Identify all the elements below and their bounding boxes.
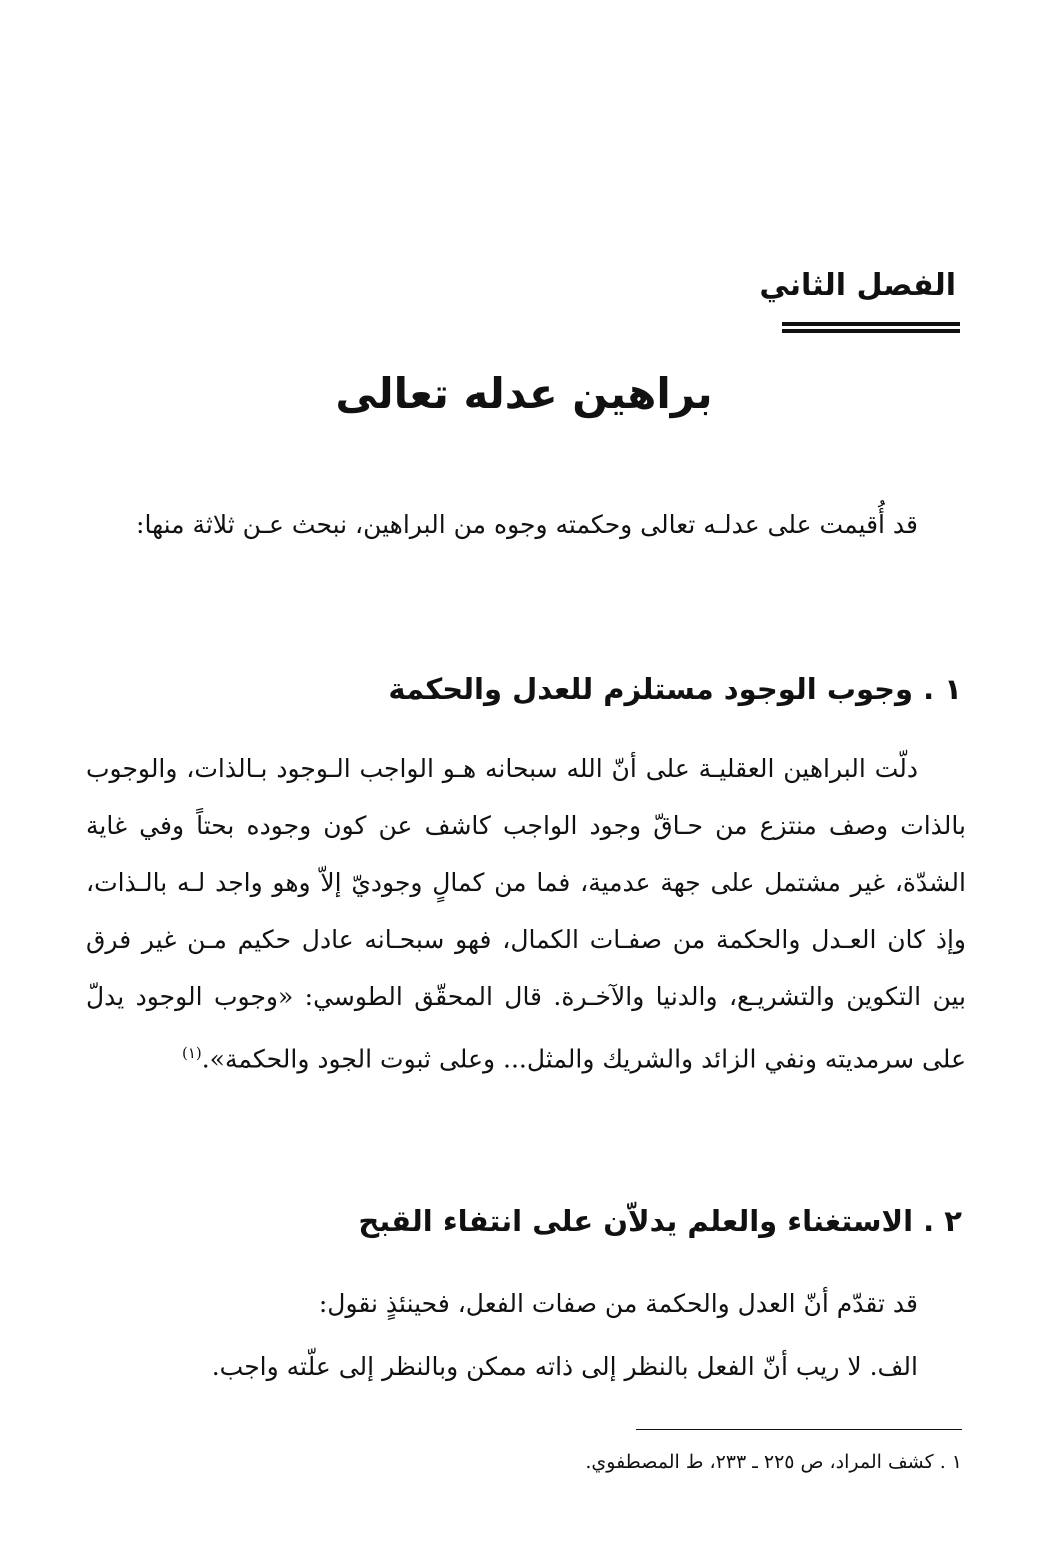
footnote-ref-1: (١) xyxy=(181,1044,202,1062)
intro-paragraph: قد أُقيمت على عدلـه تعالى وحكمته وجوه من البراهين، نبحث عـن ثلاثة منها: xyxy=(136,510,918,539)
section-2-line-2: الف. لا ريب أنّ الفعل بالنظر إلى ذاته ممكن وبالنظر إلى علّته واجب. xyxy=(211,1352,918,1381)
chapter-title: براهين عدله تعالى xyxy=(335,369,713,418)
footnote-divider xyxy=(636,1429,962,1430)
section-2-heading: ٢ . الاستغناء والعلم يدلاّن على انتفاء القبح xyxy=(358,1204,962,1238)
chapter-double-rule xyxy=(782,322,960,336)
section-1-body: دلّت البراهين العقليـة على أنّ الله سبحانه هـو الواجب الـوجود بـالذات، والوجوب بالذات وصف منتزع من حـاقّ وجود الواجب كاشف عن كون وجوده بحتاً وفي غاية الشدّة، غير مشتمل على جهة عدمية، فما من كمالٍ وجوديّ إلاّ وهو واجد لـه بالـذات، وإذ كان العـدل والحكمة من صفـات الكمال، فهو سبحـانه عادل حكيم مـن غير فرق بين التكوين والتشريـع، والدنيا والآخـرة. قال المحقّق الطوسي: «وجوب الوجود يدلّ على سرمديته ونفي الزائد والشريك والمثل... وعلى ثبوت الجود والحكمة». xyxy=(86,754,966,1074)
section-1-heading: ١ . وجوب الوجود مستلزم للعدل والحكمة xyxy=(388,672,962,706)
section-2-line-1: قد تقدّم أنّ العدل والحكمة من صفات الفعل، فحينئذٍ نقول: xyxy=(318,1289,918,1318)
chapter-label: الفصل الثاني xyxy=(759,268,956,303)
section-1-paragraph xyxy=(86,740,966,1087)
footnote-1: ١ . كشف المراد، ص ٢٢٥ ـ ٢٣٣، ط المصطفوي. xyxy=(585,1451,962,1473)
